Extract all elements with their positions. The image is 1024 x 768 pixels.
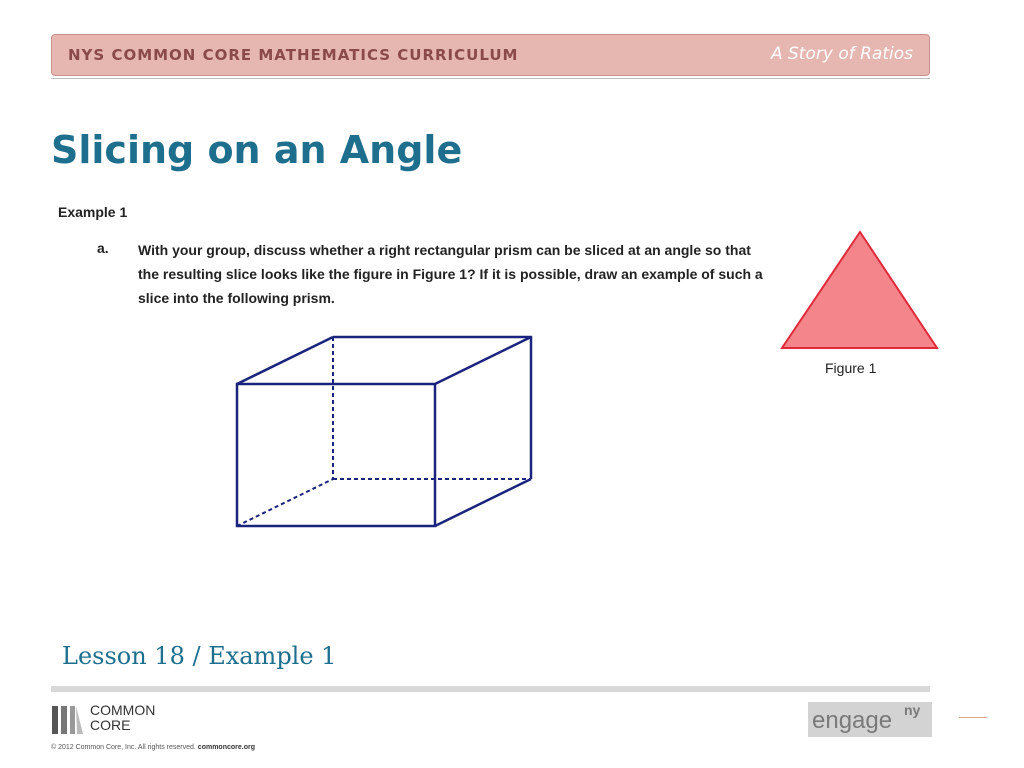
- example-label: Example 1: [58, 204, 128, 220]
- question-text: With your group, discuss whether a right rectangular prism can be sliced at an angle so that the resulting slice looks like the figure in Figure 1? If it is possible, draw an example of such a slice into the following prism.: [138, 242, 763, 306]
- common-core-logo-icon: [52, 706, 84, 734]
- prism-top-right-edge: [435, 337, 531, 384]
- prism-front-face: [237, 384, 435, 526]
- copyright-link[interactable]: commoncore.org: [197, 744, 255, 751]
- engage-ny-logo: [808, 702, 932, 737]
- slide-title: Slicing on an Angle: [51, 128, 463, 172]
- logo-line-2: CORE: [90, 717, 131, 733]
- logo-line-1: COMMON: [90, 702, 156, 718]
- common-core-logo-text: [90, 703, 155, 733]
- part-label: a.: [97, 240, 109, 256]
- rectangular-prism-diagram: [237, 337, 531, 526]
- triangle-figure: [782, 232, 937, 348]
- curriculum-title: NYS COMMON CORE MATHEMATICS CURRICULUM: [68, 46, 519, 64]
- prism-back-edges: [333, 337, 531, 479]
- engage-word: engage: [812, 707, 893, 734]
- story-title: A Story of Ratios: [770, 44, 913, 64]
- figure-caption: Figure 1: [825, 360, 877, 376]
- prism-top-left-edge: [237, 337, 333, 384]
- footer-divider: [51, 686, 930, 692]
- lesson-label: Lesson 18 / Example 1: [62, 642, 337, 670]
- prism-bottom-right-edge: [435, 479, 531, 526]
- engage-ny-superscript: ny: [904, 702, 921, 718]
- prism-hidden-edges: [237, 337, 531, 526]
- corner-accent-line: [959, 717, 987, 718]
- copyright-notice: [51, 744, 255, 751]
- copyright-text: © 2012 Common Core, Inc. All rights reserved.: [51, 744, 196, 751]
